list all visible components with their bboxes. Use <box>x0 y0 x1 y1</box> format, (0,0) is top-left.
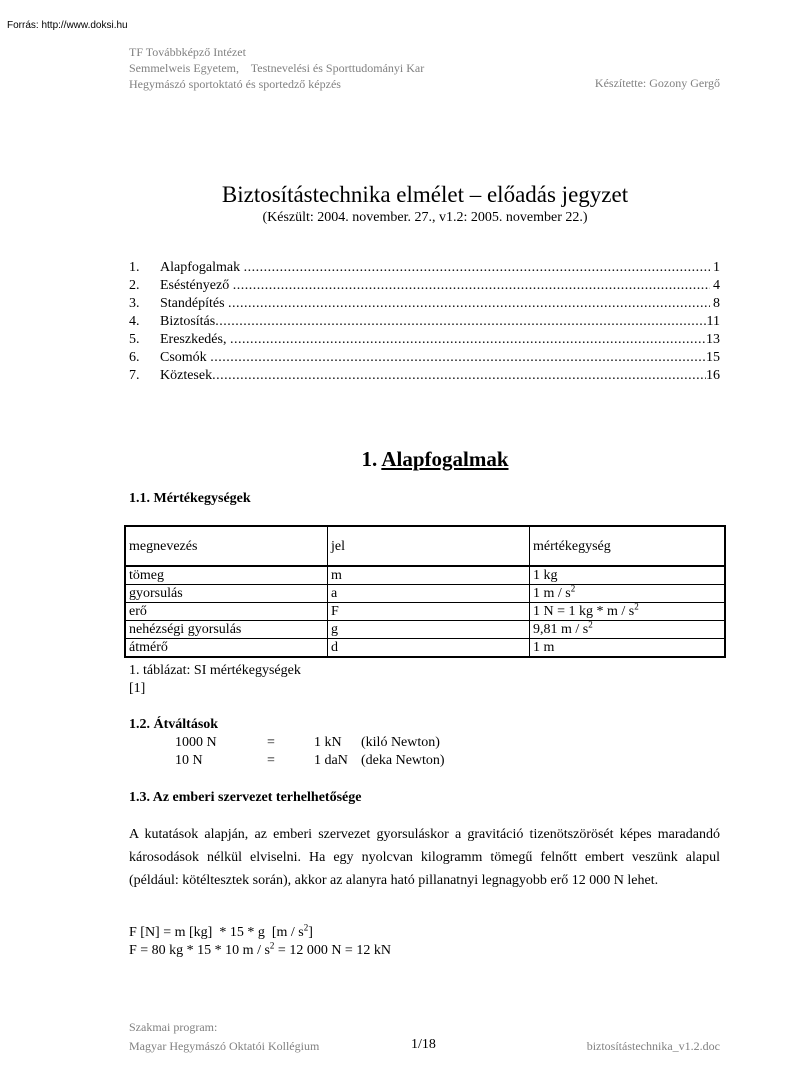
si-units-table <box>124 525 726 658</box>
conversion-equals: = <box>267 753 275 768</box>
toc-item[interactable] <box>129 277 720 295</box>
formula-superscript: 2 <box>269 940 275 951</box>
conversion-equals: = <box>267 735 275 750</box>
table-of-contents <box>129 259 720 385</box>
unit-text: 9,81 m / s <box>533 622 589 637</box>
source-label: Forrás: http://www.doksi.hu <box>7 20 128 31</box>
table-header-row <box>125 526 725 566</box>
header-university: Semmelweis Egyetem, Testnevelési és Sporttudományi Kar <box>129 61 425 75</box>
toc-page: 8 <box>709 296 720 311</box>
table-row <box>125 621 725 639</box>
document-title: Biztosítástechnika elmélet – előadás jegyzet <box>221 182 629 207</box>
formula-end: ] <box>308 925 313 940</box>
toc-leader <box>210 349 706 367</box>
table-cell: erő <box>125 603 328 621</box>
unit-superscript: 2 <box>570 583 576 594</box>
toc-item[interactable] <box>129 367 720 385</box>
toc-number: 2. <box>129 278 140 293</box>
toc-item[interactable] <box>129 349 720 367</box>
table-row <box>125 585 725 603</box>
section-number: 1. <box>361 447 382 471</box>
table-cell: 1 m <box>530 639 726 658</box>
body-paragraph: A kutatások alapján, az emberi szervezet gyorsuláskor a gravitáció tizenötszörösét képes maradandó károsodások nélkül elviselni. Ha egy nyolcvan kilogramm tömegű felnőtt embert veszünk alapul (például: kötéltesztek során), akkor az alanyra ható pillanatnyi legnagyobb erő 12 000 N lehet. <box>129 827 720 888</box>
table-cell: m <box>328 566 530 585</box>
toc-label: Csomók <box>160 350 211 365</box>
footer-organization: Magyar Hegymászó Oktatói Kollégium <box>129 1039 320 1053</box>
toc-label: Alapfogalmak <box>160 260 244 275</box>
table-header-cell: megnevezés <box>125 526 328 566</box>
conversion-left: 1000 N <box>175 735 217 750</box>
toc-page: 11 <box>706 314 720 329</box>
unit-superscript: 2 <box>588 619 593 630</box>
unit-superscript: 2 <box>634 601 639 612</box>
toc-label: Standépítés <box>160 296 229 311</box>
table-row <box>125 639 725 658</box>
toc-leader <box>228 295 709 313</box>
footer-page-number: 1/18 <box>411 1037 436 1052</box>
table-cell: g <box>328 621 530 639</box>
formula-text: F [N] = m [kg] * 15 * g [m / s <box>129 925 304 940</box>
toc-label: Biztosítás <box>160 314 216 329</box>
table-cell <box>530 585 726 603</box>
toc-leader <box>212 367 706 385</box>
toc-number: 1. <box>129 260 140 275</box>
section-heading <box>0 447 792 472</box>
formula-end: = 12 000 N = 12 kN <box>274 943 391 958</box>
toc-item[interactable] <box>129 331 720 349</box>
table-cell: tömeg <box>125 566 328 585</box>
footer-filename: biztosítástechnika_v1.2.doc <box>586 1039 720 1053</box>
toc-item[interactable] <box>129 313 720 331</box>
toc-number: 3. <box>129 296 140 311</box>
subsection-heading-conversions: 1.2. Átváltások <box>129 717 219 732</box>
toc-leader <box>244 259 710 277</box>
table-cell <box>530 603 726 621</box>
table-header-cell: mértékegység <box>530 526 726 566</box>
toc-number: 5. <box>129 332 140 347</box>
toc-leader <box>230 331 706 349</box>
toc-label: Köztesek <box>160 368 213 383</box>
unit-text: 1 m / s <box>533 586 571 601</box>
table-caption <box>129 662 301 698</box>
table-header-cell: jel <box>328 526 530 566</box>
toc-number: 6. <box>129 350 140 365</box>
subsection-heading-load: 1.3. Az emberi szervezet terhelhetősége <box>129 790 362 805</box>
formula-superscript: 2 <box>303 922 309 933</box>
conversion-left: 10 N <box>175 753 203 768</box>
toc-page: 13 <box>706 332 720 347</box>
table-cell: átmérő <box>125 639 328 658</box>
toc-page: 1 <box>709 260 720 275</box>
document-subtitle: (Készült: 2004. november. 27., v1.2: 2005. november 22.) <box>262 210 588 225</box>
table-cell: gyorsulás <box>125 585 328 603</box>
conversion-note: (kiló Newton) <box>361 735 440 750</box>
conversion-row <box>175 753 495 771</box>
toc-page: 15 <box>706 350 720 365</box>
header-institute: TF Továbbképző Intézet <box>129 45 246 59</box>
toc-page: 4 <box>709 278 720 293</box>
formula-line <box>129 922 313 941</box>
table-cell <box>530 621 726 639</box>
unit-text: 1 N = 1 kg * m / s <box>533 604 635 619</box>
conversion-note: (deka Newton) <box>361 753 445 768</box>
table-cell: d <box>328 639 530 658</box>
subsection-heading-units: 1.1. Mértékegységek <box>129 491 251 506</box>
formula-line <box>129 940 391 959</box>
toc-number: 4. <box>129 314 140 329</box>
footer-program-label: Szakmai program: <box>129 1020 218 1034</box>
toc-label: Ereszkedés, <box>160 332 230 347</box>
table-cell: F <box>328 603 530 621</box>
conversion-right: 1 kN <box>314 735 342 750</box>
table-row <box>125 603 725 621</box>
toc-page: 16 <box>706 368 720 383</box>
toc-item[interactable] <box>129 295 720 313</box>
toc-item[interactable] <box>129 259 720 277</box>
table-row <box>125 566 725 585</box>
toc-number: 7. <box>129 368 140 383</box>
header-author: Készítette: Gozony Gergő <box>594 76 720 90</box>
caption-text: 1. táblázat: SI mértékegységek <box>129 663 301 678</box>
caption-reference[interactable]: [1] <box>129 681 146 696</box>
table-cell: a <box>328 585 530 603</box>
header-course: Hegymászó sportoktató és sportedző képzés <box>129 77 341 91</box>
formula-text: F = 80 kg * 15 * 10 m / s <box>129 943 270 958</box>
table-cell: nehézségi gyorsulás <box>125 621 328 639</box>
toc-label: Eséstényező <box>160 278 233 293</box>
conversion-right: 1 daN <box>314 753 348 768</box>
table-cell: 1 kg <box>530 566 726 585</box>
toc-leader <box>215 313 706 331</box>
section-title: Alapfogalmak <box>381 447 509 471</box>
toc-leader <box>233 277 710 295</box>
conversion-row <box>175 735 495 753</box>
